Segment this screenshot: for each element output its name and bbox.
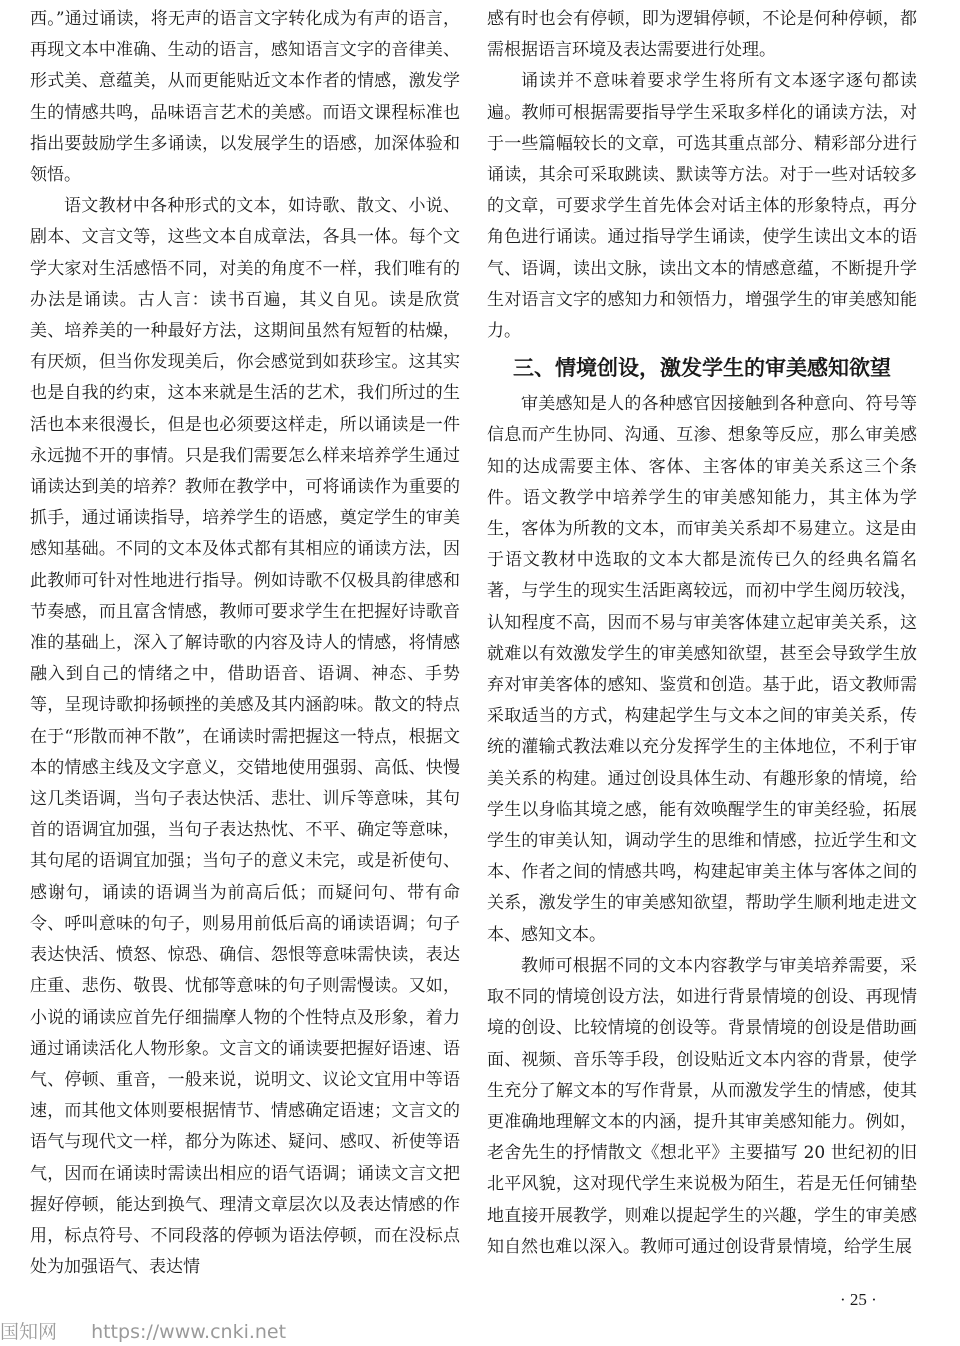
- right-column: [487, 4, 917, 1263]
- paragraph: 教师可根据不同的文本内容教学与审美培养需要，采取不同的情境创设方法，如进行背景情境的创设、再现情境的创设、比较情境的创设等。背景情境的创设是借助画面、视频、音乐等手段，创设贴近文本内容的背景，使学生充分了解文本的写作背景，从而激发学生的情感，使其更准确地理解文本的内涵，提升其审美感知能力。例如，老舍先生的抒情散文《想北平》主要描写 20 世纪初的旧北平风貌，这对现代学生来说极为陌生，若是无任何铺垫地直接开展教学，则难以提起学生的兴趣，学生的审美感知自然也难以深入。教师可通过创设背景情境，给学生展: [487, 955, 917, 1257]
- paragraph: 诵读并不意味着要求学生将所有文本逐字逐句都读遍。教师可根据需要指导学生采取多样化的诵读方法，对于一些篇幅较长的文章，可选其重点部分、精彩部分进行诵读，其余可采取跳读、默读等方法。对于一些对话较多的文章，可要求学生首先体会对话主体的形象特点，再分角色进行诵读。通过指导学生诵读，使学生读出文本的语气、语调，读出文脉，读出文本的情感意蕴，不断提升学生对语言文字的感知力和领悟力，增强学生的审美感知能力。: [487, 71, 917, 342]
- left-column: [30, 4, 460, 1283]
- footer-site-name: 国知网: [0, 1321, 58, 1343]
- paragraph: 语文教材中各种形式的文本，如诗歌、散文、小说、剧本、文言文等，这些文本自成章法，各具一体。每个文学大家对生活感悟不同，对美的角度不一样，我们唯有的办法是诵读。古人言：读书百遍，其义自见。读是欣赏美、培养美的一种最好方法，这期间虽然有短暂的枯燥，有厌烦，但当你发现美后，你会感觉到如获珍宝。这其实也是自我的约束，这本来就是生活的艺术，我们所过的生活也本来很漫长，但是也必须要这样走，所以诵读是一件永远抛不开的事情。只是我们需要怎么样来培养学生通过诵读达到美的培养？教师在教学中，可将诵读作为重要的抓手，通过诵读指导，培养学生的语感，奠定学生的审美感知基础。不同的文本及体式都有其相应的诵读方法，因此教师可针对性地进行指导。例如诗歌不仅极具韵律感和节奏感，而且富含情感，教师可要求学生在把握好诗歌音准的基础上，深入了解诗歌的内容及诗人的情感，将情感融入到自己的情绪之中，借助语音、语调、神态、手势等，呈现诗歌抑扬顿挫的美感及其内涵韵味。散文的特点在于“形散而神不散”，在诵读时需把握这一特点，根据文本的情感主线及文字意义，交错地使用强弱、高低、快慢这几类语调，当句子表达快活、悲壮、训斥等意味，其句首的语调宜加强，当句子表达热忱、不平、确定等意味，其句尾的语调宜加强；当句子的意义未完，或是祈使句、感谢句，诵读的语调当为前高后低；而疑问句、带有命令、呼叫意味的句子，则易用前低后高的诵读语调；句子表达快活、愤怒、惊恐、确信、怨恨等意味需快读，表达庄重、悲伤、敬畏、忧郁等意味的句子则需慢读。又如，小说的诵读应首先仔细揣摩人物的个性特点及形象，着力通过诵读活化人物形象。文言文的诵读要把握好语速、语气、停顿、重音，一般来说，说明文、议论文宜用中等语速，而其他文体则要根据情节、情感确定语速；文言文的语气与现代文一样，都分为陈述、疑问、感叹、祈使等语气，因而在诵读时需读出相应的语气语调；诵读文言文把握好停顿，能达到换气、理清文章层次以及表达情感的作用，标点符号、不同段落的停顿为语法停顿，而在没标点处为加强语气、表达情: [30, 196, 460, 1278]
- footer-watermark: [0, 1318, 286, 1346]
- paragraph-continued: 感有时也会有停顿，即为逻辑停顿，不论是何种停顿，都需根据语言环境及表达需要进行处理。: [487, 9, 917, 61]
- paragraph-continued: 西。”通过诵读，将无声的语言文字转化成为有声的语言，再现文本中准确、生动的语言，感知语言文字的音律美、形式美、意蕴美，从而更能贴近文本作者的情感，激发学生的情感共鸣，品味语言艺术的美感。而语文课程标准也指出要鼓励学生多诵读，以发展学生的语感，加深体验和领悟。: [30, 9, 460, 186]
- footer-url[interactable]: https://www.cnki.net: [91, 1321, 287, 1343]
- paragraph: 审美感知是人的各种感官因接触到各种意向、符号等信息而产生协同、沟通、互渗、想象等反应，那么审美感知的达成需要主体、客体、主客体的审美关系这三个条件。语文教学中培养学生的审美感知能力，其主体为学生，客体为所教的文本，而审美关系却不易建立。这是由于语文教材中选取的文本大都是流传已久的经典名篇名著，与学生的现实生活距离较远，而初中学生阅历较浅，认知程度不高，因而不易与审美客体建立起审美关系，这就难以有效激发学生的审美感知欲望，甚至会导致学生放弃对审美客体的感知、鉴赏和创造。基于此，语文教师需采取适当的方式，构建起学生与文本之间的审美关系，传统的灌输式教法难以充分发挥学生的主体地位，不利于审美关系的构建。通过创设具体生动、有趣形象的情境，给学生以身临其境之感，能有效唤醒学生的审美经验，拓展学生的审美认知，调动学生的思维和情感，拉近学生和文本、作者之间的情感共鸣，构建起审美主体与客体之间的关系，激发学生的审美感知欲望，帮助学生顺利地走进文本、感知文本。: [487, 394, 917, 945]
- page-number: · 25 ·: [840, 1290, 877, 1309]
- section-heading: 三、情境创设，激发学生的审美感知欲望: [513, 356, 891, 381]
